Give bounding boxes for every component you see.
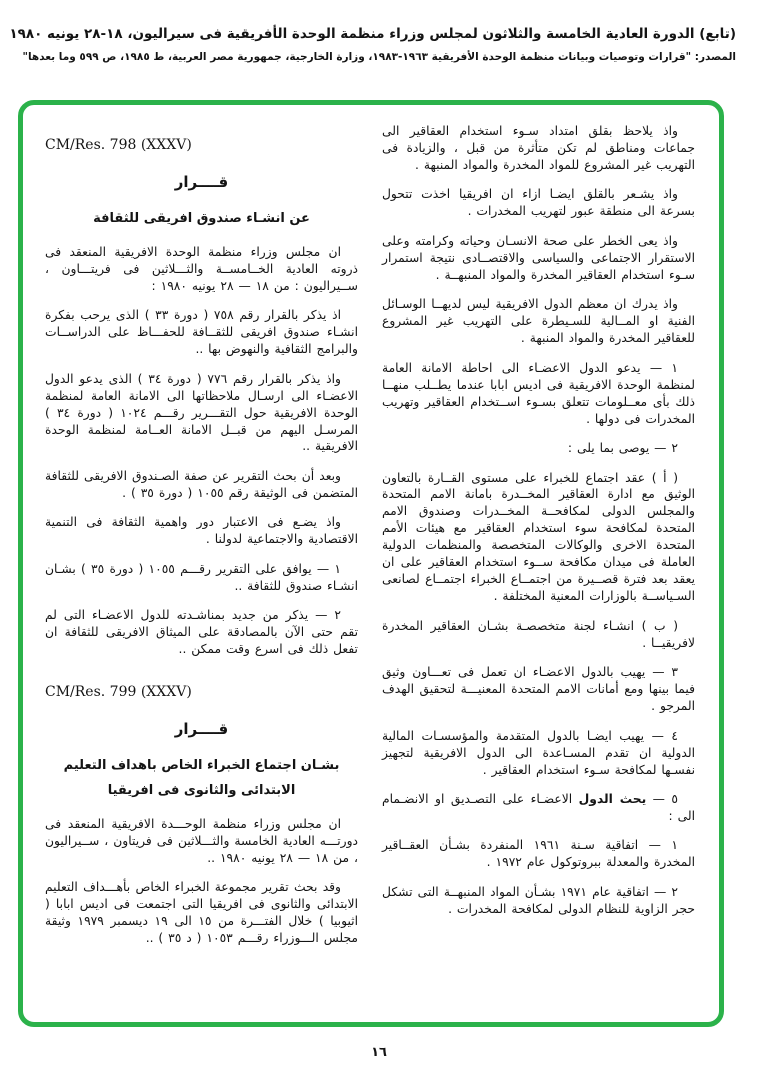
paragraph-preambular-concern: واذ يلاحظ بقلق امتداد سـوء استخدام العقاقير الى جماعات ومناطق لم تكن متأثرة من قبل ، والزيادة فى التهريب غير المشروع للمواد المخدرة والمواد المنبهة .	[382, 124, 695, 172]
resolution-799-subtitle-line1: بشـان اجتماع الخبراء الخاص باهداف التعليم	[63, 758, 340, 774]
paragraph-operative-2: ٢ — يوصى بما يلى :	[567, 441, 678, 456]
paragraph-recommendation-b: ( ب ) انشـاء لجنة متخصصـة بشـان العقاقير المخدرة لافريقيــا .	[382, 618, 695, 650]
paragraph-operative-4: ٤ — يهيب ايضـا بالدول المتقدمة والمؤسسـات المالية الدولية ان تقدم المسـاعدة الى الدول الافريقية لتجهيز نفسـها لمكافحة سـوء استخدام العقاقير .	[382, 728, 695, 777]
header-source-line: المصدر: "قرارات وتوصيات وبيانات منظمة الوحدة الأفريقية ١٩٦٣-١٩٨٣، وزارة الخارجية، جمهورية مصر العربية، ط ١٩٨٥، ص ٥٩٩ وما بعدها"	[22, 51, 736, 63]
column-left-resolutions	[45, 123, 358, 1012]
operative-5-bold: يحث الدول	[578, 792, 647, 806]
paragraph-preambular-means: واذ يدرك ان معظم الدول الافريقية ليس لديهــا الوسـائل الفنية او المــالية للسـيطرة على التهريب غير المشروع للعقاقير المخدرة والمواد المنبهة .	[382, 297, 695, 346]
res798-considering: واذ يضـع فى الاعتبار دور واهمية الثقافة فى التنمية الاقتصادية والاجتماعية لدولنا .	[45, 515, 358, 547]
resolution-798-subtitle: عن انشـاء صندوق افريقى للثقافة	[93, 211, 310, 226]
resolution-799-subtitle-line2: الابتدائى والثانوى فى افريقيا	[107, 782, 296, 798]
res798-recalling-758: اذ يذكر بالقرار رقم ٧٥٨ ( دورة ٣٣ ) الذى يرحب بفكرة انشـاء صندوق افريقى للثقــافة للحفـــاظ على الدراســات والبرامج الثقافية والنهوض بها ..	[45, 308, 358, 357]
operative-5-prefix: ٥ —	[646, 792, 678, 806]
paragraph-preambular-danger: واذ يعى الخطر على صحة الانسـان وحياته وكرامته وعلى الاستقرار الاجتماعى والسياسى والاقتصــادى نتيجة استمرار سـوء استخدام العقاقير المخدرة والمواد المنبهــة .	[382, 233, 695, 282]
resolution-799-title: قــــرار	[174, 720, 229, 739]
header-session-title: (تابع) الدورة العادية الخامسة والثلاثون لمجلس وزراء منظمة الوحدة الأفريقية فى سيراليون، ١٨-٢٨ يونيه ١٩٨٠	[9, 26, 736, 42]
resolution-code-799: CM/Res. 799 (XXXV)	[45, 684, 192, 701]
resolution-code-798: CM/Res. 798 (XXXV)	[45, 137, 192, 153]
paragraph-recommendation-a: ( أ ) عقد اجتماع للخبراء على مستوى القــارة بالتعاون الوثيق مع ادارة العقاقير المخــدرة بامانة الامم المتحدة والمجلس الدولى لمكافحــة المخــدرات وصندوق الامم المتحدة لمكافحة سوء استخدام العقاقير مع هيئات الأمم المتحدة الاخرى والوكالات المتخصصة والمنظمات الدولية العاملة فى ميدان مكافحة ســوء استخدام العقاقير على ان يعقد بعد فترة قصــيرة من اجتمــاع الخبراء اجتمــاع لصانعى السـياســة بالوزارات المعنية المختلفة .	[382, 470, 695, 604]
res798-operative-2: ٢ — يذكر من جديد بمناشـدته للدول الاعضـاء التى لم تقم حتى الآن بالمصادقة على الميثاق الافريقى للثقافة ان تفعل ذلك فى اسرع وقت ممكن ..	[45, 608, 358, 657]
column-right-resolution-continuation	[382, 123, 695, 1012]
resolution-798-title: قــــرار	[174, 173, 229, 191]
res799-having-examined: وقد بحث تقرير مجموعة الخبراء الخاص بأهـــداف التعليم الابتدائى والثانوى فى افريقيا التى اجتمعت فى اديس ابابا ( اثيوبيا ) خلال الفتـــرة من ١٥ الى ١٩ ديسمبر ١٩٧٩ وثيقة مجلس الـــوزراء رقـــم ١٠٥٣ ( د ٣٥ ) ..	[45, 880, 358, 946]
document-header	[9, 26, 736, 63]
page-number: ١٦	[371, 1045, 387, 1060]
res798-recalling-776: واذ يذكر بالقرار رقم ٧٧٦ ( دورة ٣٤ ) الذى يدعو الدول الاعضـاء الى ارسـال ملاحظاتها الى الامانة العامة لمنظمة الوحدة الافريقية حول التقـــرير رقـــم ١٠٢٤ ( دورة ٣٤ ) المرسـل اليهم من قبــل الامانة العــامة لمنظمة الوحدة الافريقية ..	[45, 371, 358, 454]
paragraph-preambular-transit: واذ يشـعر بالقلق ايضـا ازاء ان افريقيا اخذت تتحول بسرعة الى منطقة عبور لتهريب المخدرات .	[382, 187, 695, 219]
res798-operative-1: ١ — يوافق على التقرير رقـــم ١٠٥٥ ( دورة ٣٥ ) بشـان انشـاء صندوق للثقافة ..	[45, 561, 358, 593]
operative-5-rest: الاعضـاء على التصـديق او الانضـمام الى :	[382, 792, 695, 823]
res798-preambular-council: ان مجلس وزراء منظمة الوحدة الافريقية المنعقد فى ذروته العادية الخــامســة والثـــلاثين فى فريتـــاون ، ســيراليون : من ١٨ — ٢٨ يونيه ١٩٨٠ :	[45, 244, 358, 293]
paragraph-operative-5	[382, 791, 695, 825]
paragraph-convention-1961: ١ — اتفاقية سـنة ١٩٦١ المنفردة بشـأن العقــاقير المخدرة والمعدلة ببروتوكول عام ١٩٧٢ .	[382, 838, 695, 870]
paragraph-operative-3: ٣ — يهيب بالدول الاعضـاء ان تعمل فى تعـــاون وثيق فيما بينها ومع أمانات الامم المتحدة المعنيـــة لتحقيق الهدف المرجو .	[382, 665, 695, 714]
paragraph-operative-1: ١ — يدعو الدول الاعضـاء الى احاطة الامانة العامة لمنظمة الوحدة الافريقية فى اديس ابابا عندما يطــلب منهــا ذلك بأى معــلومات تتعلق بسـوء اســتخدام العقاقير وتهريب المخدرات فى دولها .	[382, 360, 695, 426]
res798-having-examined: وبعد أن بحث التقرير عن صفة الصـندوق الافريقى للثقافة المتضمن فى الوثيقة رقم ١٠٥٥ ( دورة ٣٥ ) .	[45, 468, 358, 500]
paragraph-convention-1971: ٢ — اتفاقية عام ١٩٧١ بشـأن المواد المنبهــة التى تشكل حجر الزاوية للنظام الدولى لمكافحة المخدرات .	[382, 884, 695, 916]
res799-preambular-council: ان مجلس وزراء منظمة الوحـــدة الافريقية المنعقد فى دورتـــه العادية الخامسة والثـــلاثين فى فريتاون ، ســيراليون ، من ١٨ — ٢٨ يونيه ١٩٨٠ ..	[45, 816, 358, 865]
content-frame	[18, 100, 724, 1027]
